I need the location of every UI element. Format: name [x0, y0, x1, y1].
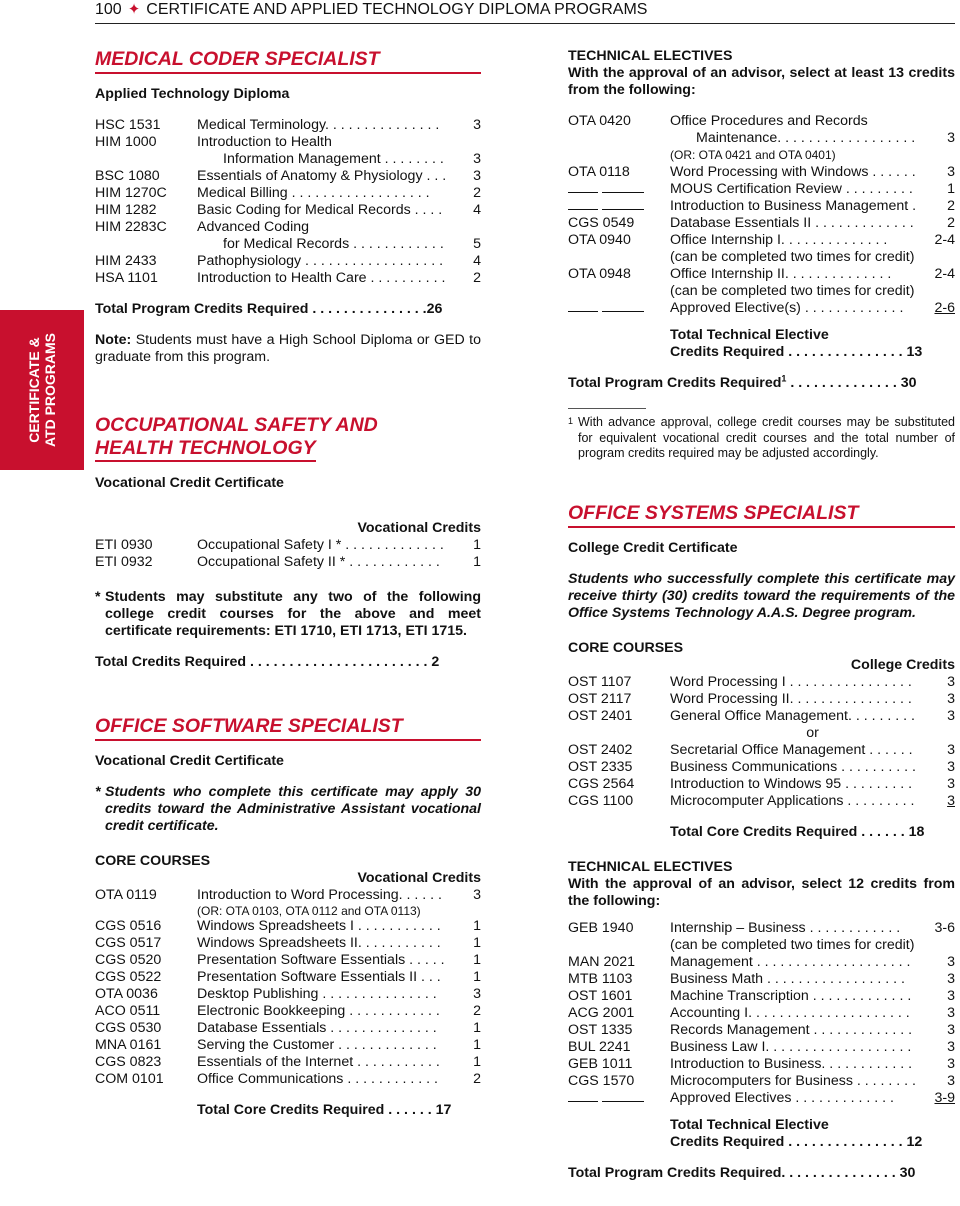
course-row: [568, 266, 955, 283]
course-code: CGS 1100: [568, 792, 634, 809]
course-credits: 1: [473, 1054, 481, 1070]
osh-footnote: [95, 589, 481, 640]
osh-title-line1: OCCUPATIONAL SAFETY AND: [95, 414, 378, 436]
note-text: Students must have a High School Diploma or GED to graduate from this program.: [95, 332, 481, 365]
course-row: [568, 249, 955, 266]
course-row: [95, 554, 481, 571]
course-name: Presentation Software Essentials II . . .: [197, 969, 441, 985]
header-rule: [95, 23, 955, 24]
course-code: BSC 1080: [95, 168, 160, 184]
course-row: [95, 1054, 481, 1071]
course-code: OST 1107: [568, 673, 632, 690]
course-name: Essentials of the Internet . . . . . . . . . . .: [197, 1054, 440, 1070]
office-software-course-list: [95, 887, 481, 1088]
course-name: Office Communications . . . . . . . . . . . .: [197, 1071, 439, 1087]
office-software-core-label: CORE COURSES: [95, 853, 211, 869]
course-credits: 5: [473, 236, 481, 252]
course-name: Business Law I. . . . . . . . . . . . . . . . . . .: [670, 1038, 912, 1055]
course-row: [568, 793, 955, 810]
course-name: MOUS Certification Review . . . . . . . . .: [670, 181, 913, 197]
course-name: Presentation Software Essentials . . . . .: [197, 952, 445, 968]
course-row: [568, 1005, 955, 1022]
course-credits: 1: [473, 969, 481, 985]
course-name: Database Essentials II . . . . . . . . . . . . .: [670, 215, 914, 231]
footnote: [568, 415, 955, 462]
course-name: Introduction to Business. . . . . . . . . . . .: [670, 1055, 913, 1072]
course-code: [568, 300, 670, 317]
course-credits: 3: [473, 117, 481, 133]
course-code: CGS 0522: [95, 969, 162, 985]
side-tab-text: [26, 310, 58, 470]
course-name: Word Processing I . . . . . . . . . . . . . . . .: [670, 673, 912, 690]
course-name: (OR: OTA 0421 and OTA 0401): [670, 148, 836, 162]
header-title: CERTIFICATE AND APPLIED TECHNOLOGY DIPLOMA PROGRAMS: [146, 1, 648, 18]
course-name: Word Processing with Windows . . . . . .: [670, 164, 916, 180]
osh-title-line2: HEALTH TECHNOLOGY: [95, 437, 316, 462]
course-name: Office Internship II. . . . . . . . . . . . . .: [670, 266, 892, 282]
course-name: Desktop Publishing . . . . . . . . . . . . . . .: [197, 986, 437, 1002]
course-row: [95, 1071, 481, 1088]
course-name: Occupational Safety I * . . . . . . . . . . . . .: [197, 537, 444, 553]
course-code: MNA 0161: [95, 1037, 162, 1053]
office-systems-subtitle: College Credit Certificate: [568, 539, 738, 556]
course-credits: 3: [947, 1021, 955, 1038]
course-code: CGS 0823: [95, 1054, 162, 1070]
course-row: [568, 198, 955, 215]
osh-course-list: [95, 537, 481, 571]
course-credits: 2: [473, 270, 481, 286]
course-code: ETI 0930: [95, 537, 153, 553]
course-row: [95, 952, 481, 969]
course-row: [568, 283, 955, 300]
office-software-total: Total Core Credits Required . . . . . . 17: [197, 1102, 452, 1118]
course-name: (can be completed two times for credit): [670, 249, 915, 265]
course-code: CGS 0549: [568, 215, 635, 231]
course-credits: 3-6: [934, 919, 955, 936]
course-name: Windows Spreadsheets II. . . . . . . . . . .: [197, 935, 441, 951]
course-code: HIM 2283C: [95, 219, 167, 235]
medical-coder-total: Total Program Credits Required . . . . . . . . . . . . . . .26: [95, 301, 443, 317]
course-credits: 3: [947, 758, 955, 775]
course-code: CGS 0530: [95, 1020, 162, 1036]
course-credits: 3: [473, 887, 481, 903]
course-name: Information Management . . . . . . . .: [223, 151, 444, 167]
course-code: OTA 0118: [568, 164, 630, 180]
office-software-subtitle: Vocational Credit Certificate: [95, 753, 284, 769]
course-code: OTA 0420: [568, 113, 631, 129]
course-credits: 1: [473, 1037, 481, 1053]
osh-column-header: Vocational Credits: [357, 520, 481, 536]
course-row: [568, 130, 955, 147]
course-name: Business Communications . . . . . . . . . .: [670, 758, 917, 775]
course-code: HSC 1531: [95, 117, 161, 133]
course-code: HIM 1270C: [95, 185, 167, 201]
course-code: OST 2402: [568, 741, 633, 758]
course-row: [568, 937, 955, 954]
course-code: [568, 1090, 670, 1107]
side-tab: [0, 310, 84, 470]
course-code: ACG 2001: [568, 1004, 635, 1021]
office-systems-core-label: CORE COURSES: [568, 639, 684, 656]
course-code: OST 1601: [568, 987, 633, 1004]
course-code: OTA 0940: [568, 232, 631, 248]
course-row: [568, 113, 955, 130]
course-credits: 1: [473, 537, 481, 553]
course-name: Microcomputers for Business . . . . . . . .: [670, 1072, 916, 1089]
course-row: [95, 202, 481, 219]
course-code: ACO 0511: [95, 1003, 161, 1019]
course-row: [568, 215, 955, 232]
course-credits: 3: [473, 986, 481, 1002]
course-row: [568, 971, 955, 988]
course-name: Introduction to Windows 95 . . . . . . . . .: [670, 775, 913, 792]
course-row: [95, 1037, 481, 1054]
office-systems-core-total: Total Core Credits Required . . . . . . 18: [670, 823, 925, 840]
course-row: [568, 181, 955, 198]
course-row: [568, 164, 955, 181]
note-label: Note:: [95, 332, 132, 348]
course-code: [568, 181, 670, 198]
tech-electives-2-intro: With the approval of an advisor, select 12 credits from the following:: [568, 875, 955, 909]
course-credits: 3-9: [934, 1089, 955, 1106]
course-row: [95, 986, 481, 1003]
course-name: Occupational Safety II * . . . . . . . . . . . .: [197, 554, 440, 570]
course-name: Serving the Customer . . . . . . . . . . . . .: [197, 1037, 437, 1053]
footnote-number: 1: [568, 416, 574, 426]
course-name: Medical Billing . . . . . . . . . . . . . . . . . .: [197, 185, 430, 201]
course-code: GEB 1940: [568, 919, 634, 936]
tech-electives-2-heading: TECHNICAL ELECTIVES: [568, 858, 733, 875]
course-credits: 1: [473, 554, 481, 570]
course-row: [95, 1020, 481, 1037]
course-name: Maintenance. . . . . . . . . . . . . . . . . .: [696, 130, 916, 146]
tech-electives-1-total-label1: Total Technical Elective: [670, 327, 829, 343]
office-systems-title: OFFICE SYSTEMS SPECIALIST: [568, 502, 955, 528]
course-row: [568, 776, 955, 793]
side-tab-line1: CERTIFICATE &: [26, 337, 42, 443]
tech-electives-2-total-label2: Credits Required . . . . . . . . . . . . . . . 12: [670, 1133, 923, 1150]
side-tab-line2: ATD PROGRAMS: [42, 332, 58, 448]
course-name: Medical Terminology. . . . . . . . . . . . . . .: [197, 117, 440, 133]
osh-footnote-star: *: [95, 589, 101, 605]
star-icon: ✦: [127, 1, 141, 18]
course-name: Windows Spreadsheets I . . . . . . . . . . .: [197, 918, 441, 934]
course-code: OTA 0948: [568, 266, 631, 282]
tech-electives-1-heading: TECHNICAL ELECTIVES: [568, 48, 733, 64]
course-code: OTA 0119: [95, 887, 157, 903]
course-code: CGS 0517: [95, 935, 162, 951]
course-code: CGS 1570: [568, 1072, 635, 1089]
course-code: HIM 1282: [95, 202, 157, 218]
course-credits: 2: [473, 1003, 481, 1019]
course-name: Electronic Bookkeeping . . . . . . . . . . . .: [197, 1003, 440, 1019]
course-name: Internship – Business . . . . . . . . . . . .: [670, 919, 901, 936]
course-row: [95, 887, 481, 904]
course-code: COM 0101: [95, 1071, 164, 1087]
course-row: [95, 134, 481, 151]
course-row: [568, 708, 955, 725]
course-name: Introduction to Business Management .: [670, 198, 917, 214]
course-code: GEB 1011: [568, 1055, 633, 1072]
course-name: Approved Elective(s) . . . . . . . . . . . . .: [670, 300, 904, 316]
course-name: for Medical Records . . . . . . . . . . . .: [223, 236, 444, 252]
course-code: CGS 2564: [568, 775, 635, 792]
course-name: Management . . . . . . . . . . . . . . . . . . . .: [670, 953, 911, 970]
office-systems-note: Students who successfully complete this certificate may receive thirty (30) credits toward the requirements of the Office Systems Technology A.A.S. Degree program.: [568, 570, 955, 621]
course-code: MAN 2021: [568, 953, 636, 970]
course-credits: 1: [473, 1020, 481, 1036]
course-credits: 3: [473, 168, 481, 184]
course-row: [568, 725, 955, 742]
course-row: [95, 168, 481, 185]
course-credits: 3: [947, 1004, 955, 1021]
osh-total: Total Credits Required . . . . . . . . . . . . . . . . . . . . . . . 2: [95, 654, 440, 670]
tech-electives-1-intro: With the approval of an advisor, select at least 13 credits from the following:: [568, 65, 955, 98]
course-row: [95, 1003, 481, 1020]
course-name: Machine Transcription . . . . . . . . . . . . .: [670, 987, 912, 1004]
office-software-column-header: Vocational Credits: [357, 870, 481, 886]
course-row: [568, 1090, 955, 1107]
course-name: Database Essentials . . . . . . . . . . . . . .: [197, 1020, 437, 1036]
course-credits: 1: [473, 918, 481, 934]
course-name: Basic Coding for Medical Records . . . .: [197, 202, 443, 218]
course-code: CGS 0516: [95, 918, 162, 934]
program-total-label: Total Program Credits Required: [568, 375, 782, 391]
course-row: [568, 759, 955, 776]
course-row: [568, 691, 955, 708]
course-row: [568, 1022, 955, 1039]
course-name: Essentials of Anatomy & Physiology . . .: [197, 168, 447, 184]
course-name: Accounting I. . . . . . . . . . . . . . . . . . . . .: [670, 1004, 910, 1021]
course-code: MTB 1103: [568, 970, 633, 987]
course-name: or: [806, 724, 819, 741]
course-row: [568, 147, 955, 164]
course-row: [95, 151, 481, 168]
tech-electives-1-program-total: [568, 375, 955, 392]
tech-electives-1-course-list: [568, 113, 955, 317]
course-credits: 3: [947, 1072, 955, 1089]
course-credits: 3: [473, 151, 481, 167]
course-code: ETI 0932: [95, 554, 153, 570]
course-row: [568, 674, 955, 691]
course-code: BUL 2241: [568, 1038, 631, 1055]
course-credits: 2: [947, 198, 955, 214]
course-row: [568, 300, 955, 317]
office-software-title: OFFICE SOFTWARE SPECIALIST: [95, 715, 481, 741]
course-name: Introduction to Health: [197, 134, 332, 150]
course-credits: 3: [947, 164, 955, 180]
course-credits: 1: [947, 181, 955, 197]
program-total-value: . . . . . . . . . . . . . . 30: [786, 375, 917, 391]
left-column: [95, 48, 481, 1119]
course-row: [95, 935, 481, 952]
course-credits: 3: [947, 673, 955, 690]
page-number: 100: [95, 1, 122, 18]
office-systems-course-list: [568, 674, 955, 810]
course-row: [95, 253, 481, 270]
osh-subtitle: Vocational Credit Certificate: [95, 475, 284, 491]
course-name: Approved Electives . . . . . . . . . . . . .: [670, 1089, 894, 1106]
right-column: [568, 48, 955, 1182]
course-credits: 1: [473, 952, 481, 968]
course-credits: 2-4: [934, 266, 955, 282]
course-code: [568, 198, 670, 215]
tech-electives-1-total-label2: Credits Required . . . . . . . . . . . . . . . 13: [670, 344, 923, 360]
medical-coder-title: MEDICAL CODER SPECIALIST: [95, 48, 481, 74]
course-name: Secretarial Office Management . . . . . .: [670, 741, 913, 758]
course-credits: 3: [947, 970, 955, 987]
course-credits: 3: [947, 775, 955, 792]
course-credits: 2: [473, 185, 481, 201]
course-code: HIM 2433: [95, 253, 157, 269]
course-name: Office Procedures and Records: [670, 113, 868, 129]
course-name: General Office Management. . . . . . . . .: [670, 707, 915, 724]
course-code: CGS 0520: [95, 952, 162, 968]
course-credits: 2: [947, 215, 955, 231]
course-name: Records Management . . . . . . . . . . . . .: [670, 1021, 913, 1038]
course-row: [95, 969, 481, 986]
course-name: Introduction to Health Care . . . . . . . . . .: [197, 270, 446, 286]
course-credits: 3: [947, 130, 955, 146]
course-credits: 2-4: [934, 232, 955, 248]
course-credits: 3: [947, 707, 955, 724]
course-credits: 4: [473, 202, 481, 218]
tech-electives-2-program-total: Total Program Credits Required. . . . . . . . . . . . . . . 30: [568, 1164, 916, 1181]
osh-title: [95, 414, 481, 463]
course-credits: 3: [947, 1055, 955, 1072]
course-row: [568, 232, 955, 249]
course-row: [568, 1039, 955, 1056]
office-systems-column-header: College Credits: [850, 656, 955, 673]
course-credits: 4: [473, 253, 481, 269]
course-name: (can be completed two times for credit): [670, 936, 915, 953]
course-code: OST 2401: [568, 707, 633, 724]
course-code: OST 2117: [568, 690, 632, 707]
course-credits: 3: [947, 1038, 955, 1055]
course-name: Pathophysiology . . . . . . . . . . . . . . . . . .: [197, 253, 444, 269]
tech-electives-2-total-label1: Total Technical Elective: [670, 1116, 829, 1133]
course-credits: 3: [947, 953, 955, 970]
office-software-note: [95, 784, 481, 835]
course-credits: 3: [947, 741, 955, 758]
course-name: (can be completed two times for credit): [670, 283, 915, 299]
course-name: Microcomputer Applications . . . . . . . . .: [670, 792, 915, 809]
osh-footnote-text: Students may substitute any two of the following college credit courses for the above and meet certificate requirements: ETI 1710, ETI 1713, ETI 1715.: [105, 589, 481, 639]
course-name: Introduction to Word Processing. . . . . .: [197, 887, 442, 903]
course-alternative-note: (OR: OTA 0103, OTA 0112 and OTA 0113): [197, 904, 421, 918]
course-name: Business Math . . . . . . . . . . . . . . . . . .: [670, 970, 905, 987]
course-name: Office Internship I. . . . . . . . . . . . . .: [670, 232, 888, 248]
course-row: [568, 920, 955, 937]
course-row: [568, 1073, 955, 1090]
course-row: [95, 219, 481, 236]
medical-coder-course-list: [95, 117, 481, 287]
course-row: [95, 185, 481, 202]
footnote-text: With advance approval, college credit courses may be substituted for equivalent vocational credit courses and the total number of program credits required may be adjusted accordingly.: [578, 415, 955, 460]
program-total-sup: 1: [781, 373, 787, 384]
course-code: OST 2335: [568, 758, 633, 775]
course-credits: 3: [947, 987, 955, 1004]
course-row: [95, 918, 481, 935]
course-credits: 2-6: [934, 300, 955, 316]
course-credits: 3: [947, 792, 955, 809]
course-credits: 2: [473, 1071, 481, 1087]
course-row: [568, 1056, 955, 1073]
course-code: OST 1335: [568, 1021, 633, 1038]
course-credits: 3: [947, 690, 955, 707]
office-software-note-star: *: [95, 784, 101, 800]
course-row: [95, 537, 481, 554]
course-code: HSA 1101: [95, 270, 158, 286]
course-name: Word Processing II. . . . . . . . . . . . . . . .: [670, 690, 912, 707]
footnote-rule: [568, 408, 646, 409]
course-row: [568, 988, 955, 1005]
medical-coder-subtitle: Applied Technology Diploma: [95, 86, 290, 102]
course-row: [568, 954, 955, 971]
course-code: OTA 0036: [95, 986, 158, 1002]
tech-electives-2-course-list: [568, 920, 955, 1107]
office-software-note-text: Students who complete this certificate may apply 30 credits toward the Administrative Assistant vocational credit certificate.: [105, 784, 481, 834]
course-row: [95, 236, 481, 253]
course-row: [95, 270, 481, 287]
course-credits: 1: [473, 935, 481, 951]
course-row: [95, 117, 481, 134]
course-row: [568, 742, 955, 759]
course-code: HIM 1000: [95, 134, 157, 150]
medical-coder-note: [95, 332, 481, 366]
course-name: Advanced Coding: [197, 219, 310, 235]
